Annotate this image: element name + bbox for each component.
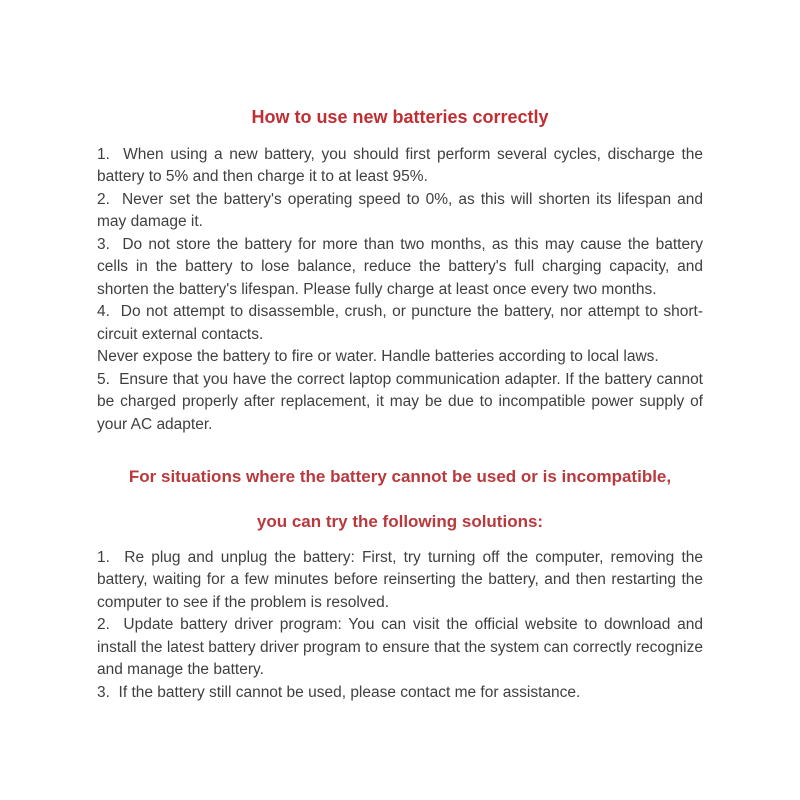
- instruction-item-note: Never expose the battery to fire or water. Handle batteries according to local laws.: [97, 348, 659, 366]
- section2-title-line2: you can try the following solutions:: [256, 512, 544, 532]
- instruction-item-2: 2. Never set the battery's operating speed to 0%, as this will shorten its lifespan and may damage it.: [97, 190, 703, 231]
- solution-item-3: 3. If the battery still cannot be used, please contact me for assistance.: [97, 683, 581, 701]
- section1-body: [97, 144, 703, 437]
- section1-title: How to use new batteries correctly: [251, 107, 549, 127]
- solution-item-2: 2. Update battery driver program: You can visit the official website to download and install the latest battery driver program to ensure that the system can correctly recognize and manage the battery.: [97, 616, 703, 679]
- section2-body: [97, 547, 703, 705]
- instruction-item-3: 3. Do not store the battery for more than two months, as this may cause the battery cells in the battery to lose balance, reduce the battery's full charging capacity, and shorten the battery's lifespan. Please fully charge at least once every two months.: [97, 235, 703, 298]
- instruction-item-1: 1. When using a new battery, you should first perform several cycles, discharge the battery to 5% and then charge it to at least 95%.: [97, 145, 703, 186]
- instruction-item-5: 5. Ensure that you have the correct laptop communication adapter. If the battery cannot be charged properly after replacement, it may be due to incompatible power supply of your AC adapter.: [97, 370, 703, 433]
- instruction-item-4: 4. Do not attempt to disassemble, crush, or puncture the battery, nor attempt to short-circuit external contacts.: [97, 303, 703, 343]
- solution-item-1: 1. Re plug and unplug the battery: First, try turning off the computer, removing the battery, waiting for a few minutes before reinserting the battery, and then restarting the computer to see if the problem is resolved.: [97, 548, 703, 611]
- section2-title-line1: For situations where the battery cannot be used or is incompatible,: [128, 467, 672, 487]
